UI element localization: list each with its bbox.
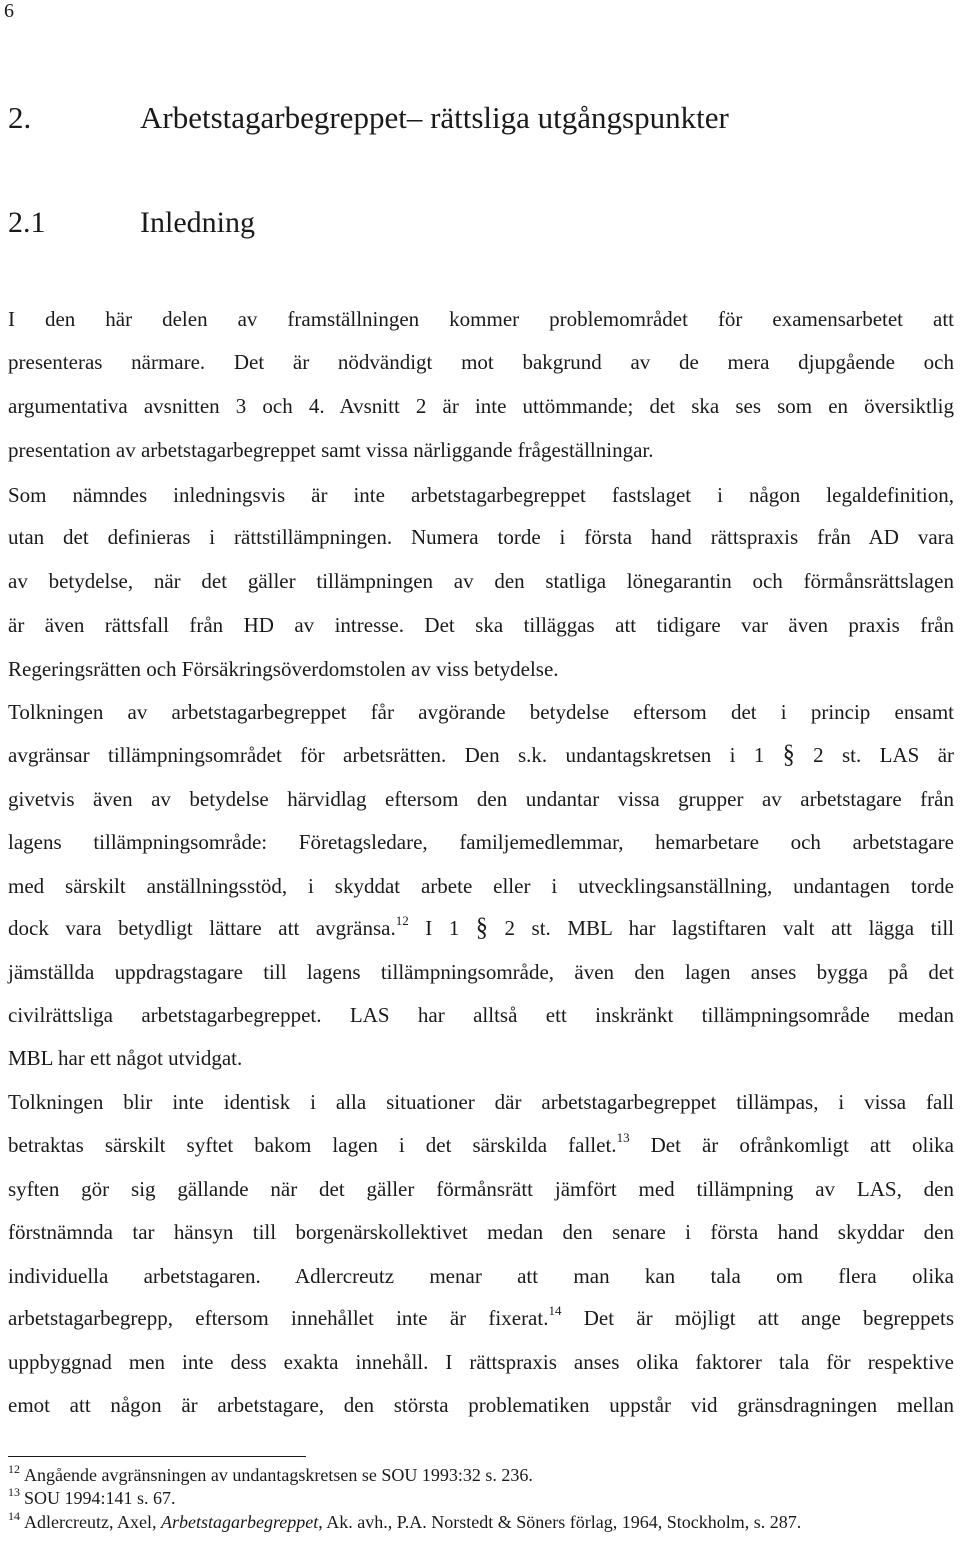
footnote-number: 13	[8, 1485, 20, 1499]
body-line: civilrättsliga arbetstagarbegreppet. LAS har alltså ett inskränkt tillämpningsområde medan	[8, 1003, 954, 1027]
footnote-number: 14	[8, 1509, 20, 1523]
body-line: individuella arbetstagaren. Adlercreutz menar att man kan tala om flera olika	[8, 1264, 954, 1288]
section-title: Inledning	[140, 206, 255, 239]
body-line: dock vara betydligt lättare att avgränsa.$^{12}$ I 1 § 2 st. MBL har lagstiftaren valt att lägga till	[8, 913, 954, 943]
body-line: emot att någon är arbetstagare, den största problematiken uppstår vid gränsdragningen mellan	[8, 1393, 954, 1417]
footnote-text: , Ak. avh., P.A. Norstedt & Söners förlag, 1964, Stockholm, s. 287.	[318, 1512, 802, 1532]
footnote-number: 12	[8, 1462, 20, 1476]
footnote-text: Angående avgränsningen av undantagskretsen se SOU 1993:32 s. 236.	[24, 1465, 533, 1485]
body-line: MBL har ett något utvidgat.	[8, 1046, 243, 1070]
body-line: utan det definieras i rättstillämpningen. Numera torde i första hand rättspraxis från AD vara	[8, 525, 954, 549]
section-sign: §	[782, 740, 795, 770]
body-line: syften gör sig gällande när det gäller förmånsrätt jämfört med tillämpning av LAS, den	[8, 1177, 954, 1201]
body-line: lagens tillämpningsområde: Företagsledare, familjemedlemmar, hemarbetare och arbetstagare	[8, 830, 954, 854]
chapter-heading	[8, 100, 729, 136]
footnote	[8, 1487, 176, 1509]
footnote-ref[interactable]: 14	[548, 1303, 562, 1318]
footnote-text: SOU 1994:141 s. 67.	[24, 1488, 176, 1508]
body-line: presentation av arbetstagarbegreppet samt vissa närliggande frågeställningar.	[8, 438, 654, 462]
footnote-ref[interactable]: 13	[616, 1130, 630, 1145]
body-line: förstnämnda tar hänsyn till borgenärskollektivet medan den senare i första hand skyddar den	[8, 1220, 954, 1244]
body-line: presenteras närmare. Det är nödvändigt mot bakgrund av de mera djupgående och	[8, 350, 954, 374]
section-sign: §	[475, 913, 488, 943]
body-line: Regeringsrätten och Försäkringsöverdomstolen av viss betydelse.	[8, 657, 559, 681]
footnote	[8, 1464, 533, 1486]
body-line: jämställda uppdragstagare till lagens tillämpningsområde, även den lagen anses bygga på det	[8, 960, 954, 984]
body-line: uppbyggnad men inte dess exakta innehåll. I rättspraxis anses olika faktorer tala för respektive	[8, 1350, 954, 1374]
body-line: betraktas särskilt syftet bakom lagen i det särskilda fallet.$^{13}$ Det är ofrånkomligt att olika	[8, 1130, 955, 1157]
body-line: Tolkningen av arbetstagarbegreppet får avgörande betydelse eftersom det i princip ensamt	[8, 700, 954, 724]
footnote	[8, 1511, 801, 1533]
body-line: är även rättsfall från HD av intresse. Det ska tilläggas att tidigare var även praxis från	[8, 613, 954, 637]
body-line: argumentativa avsnitten 3 och 4. Avsnitt 2 är inte uttömmande; det ska ses som en översiktlig	[8, 394, 954, 418]
chapter-title: Arbetstagarbegreppet– rättsliga utgångspunkter	[140, 100, 729, 135]
body-line: med särskilt anställningsstöd, i skyddat arbete eller i utvecklingsanställning, undantagen torde	[8, 874, 954, 898]
footnote-text: Adlercreutz, Axel,	[24, 1512, 161, 1532]
chapter-number: 2.	[8, 100, 32, 135]
body-line: Tolkningen blir inte identisk i alla situationer där arbetstagarbegreppet tillämpas, i vissa fall	[8, 1090, 954, 1114]
section-number: 2.1	[8, 206, 46, 239]
page-number: 6	[4, 0, 14, 22]
body-line: Som nämndes inledningsvis är inte arbetstagarbegreppet fastslaget i någon legaldefinition,	[8, 483, 954, 507]
footnote-divider	[8, 1456, 306, 1457]
body-line: arbetstagarbegrepp, eftersom innehållet inte är fixerat.$^{14}$ Det är möjligt att ange begreppets	[8, 1303, 955, 1330]
body-line: avgränsar tillämpningsområdet för arbetsrätten. Den s.k. undantagskretsen i 1 § 2 st. LAS är	[8, 740, 955, 770]
section-heading	[8, 206, 255, 240]
body-line: givetvis även av betydelse härvidlag eftersom den undantar vissa grupper av arbetstagare från	[8, 787, 954, 811]
body-line: av betydelse, när det gäller tillämpningen av den statliga lönegarantin och förmånsrättslagen	[8, 569, 954, 593]
body-line: I den här delen av framställningen kommer problemområdet för examensarbetet att	[8, 307, 954, 331]
footnote-ref[interactable]: 12	[395, 913, 409, 928]
footnote-book-title: Arbetstagarbegreppet	[160, 1512, 319, 1532]
